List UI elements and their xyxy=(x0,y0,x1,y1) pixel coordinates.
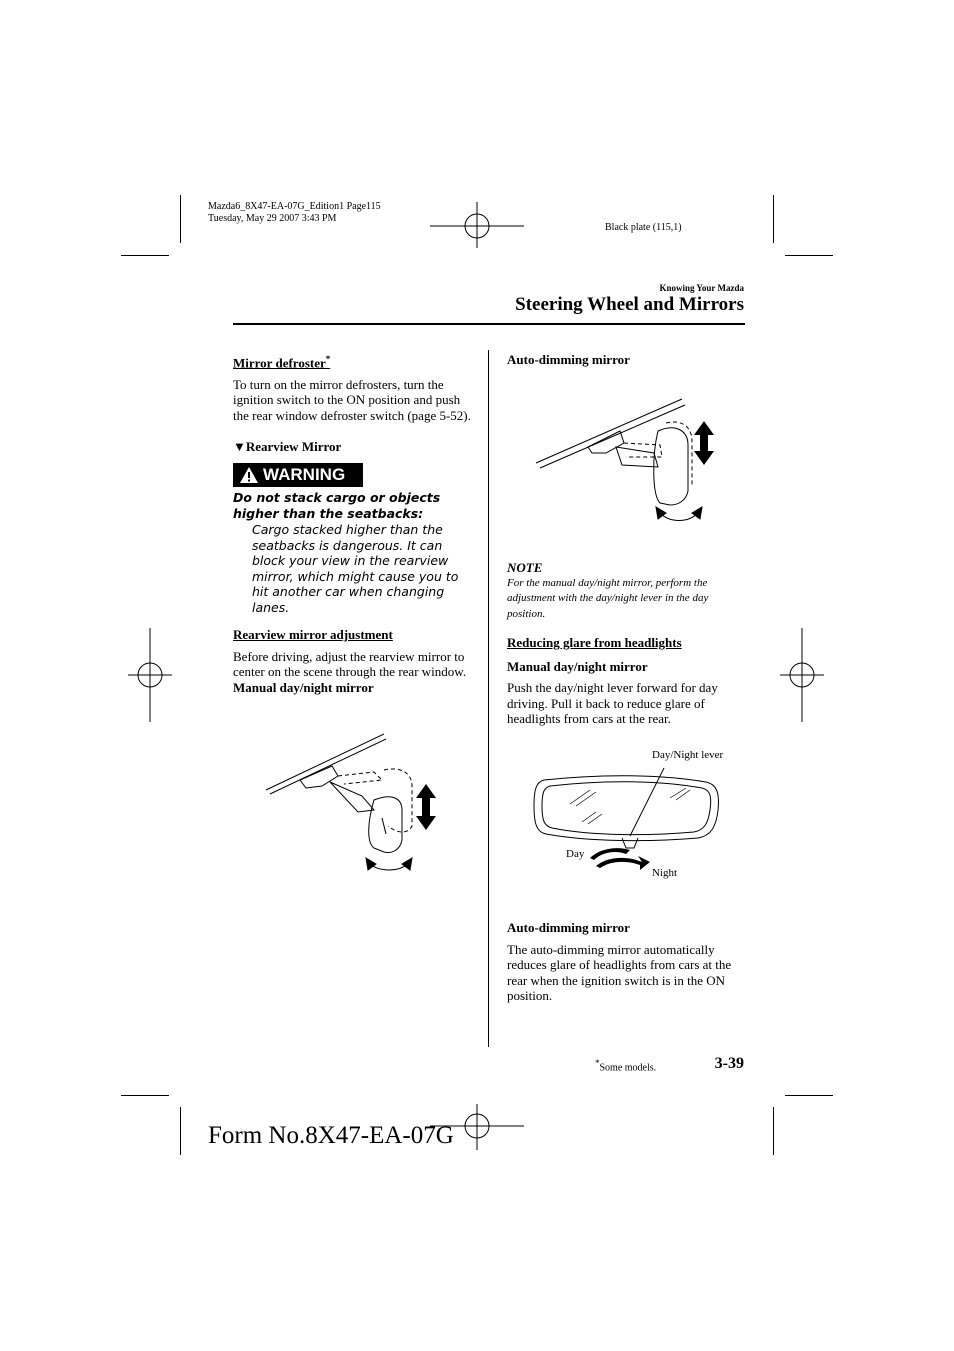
defroster-text: To turn on the mirror defrosters, turn the ignition switch to the ON position and push the rear window defroster switch (page 5-52). xyxy=(233,376,471,423)
fig-night-label: Night xyxy=(652,867,678,879)
header-rule xyxy=(233,323,745,325)
manual-text: Push the day/night lever forward for day driving. Pull it back to reduce glare of headlights from cars at the rear. xyxy=(507,680,718,726)
fig-day-label: Day xyxy=(566,848,585,860)
print-meta xyxy=(208,201,381,225)
warning-title: Do not stack cargo or objects higher than the seatbacks: xyxy=(233,490,441,522)
triangle-down-icon: ▼ xyxy=(233,439,246,455)
auto-heading-1: Auto-dimming mirror xyxy=(507,352,630,367)
warning-box xyxy=(233,463,363,487)
adjust-heading: Rearview mirror adjustment xyxy=(233,627,393,643)
footnote-marker: * xyxy=(595,1058,600,1068)
adjust-text: Before driving, adjust the rearview mirror to center on the scene through the rear window. xyxy=(233,648,467,680)
warning-body: Cargo stacked higher than the seatbacks is dangerous. It can block your view in the rearview mirror, which might cause you to hit another car when changing lanes. xyxy=(252,522,459,615)
form-number: Form No.8X47-EA-07G xyxy=(208,1122,454,1149)
day-night-lever-figure xyxy=(530,762,730,872)
page-title: Steering Wheel and Mirrors xyxy=(515,294,744,315)
date-line: Tuesday, May 29 2007 3:43 PM xyxy=(208,213,337,224)
left-column xyxy=(233,352,471,695)
rearview-heading: ▼Rearview Mirror xyxy=(233,439,342,455)
column-divider xyxy=(488,350,489,1047)
warning-label: WARNING xyxy=(263,465,346,485)
right-column-lower xyxy=(507,560,745,727)
note-title: NOTE xyxy=(507,560,543,575)
footnote: *Some models. xyxy=(595,1058,657,1074)
warning-banner xyxy=(233,463,471,488)
fig-lever-label: Day/Night lever xyxy=(652,749,724,761)
manual-mirror-figure xyxy=(262,730,452,880)
auto-dimming-figure xyxy=(532,395,722,545)
note-body: For the manual day/night mirror, perform the adjustment with the day/night lever in the day position. xyxy=(507,576,709,620)
section-label: Knowing Your Mazda xyxy=(659,283,744,293)
right-column xyxy=(507,352,745,368)
right-column-bottom xyxy=(507,920,745,1004)
manual-heading-left: Manual day/night mirror xyxy=(233,679,374,695)
defroster-heading: Mirror defroster* xyxy=(233,354,331,371)
auto-heading-2: Auto-dimming mirror xyxy=(507,920,630,935)
glare-heading: Reducing glare from headlights xyxy=(507,635,682,650)
plate-label: Black plate (115,1) xyxy=(605,222,682,233)
footnote-marker: * xyxy=(325,354,331,364)
manual-heading-right: Manual day/night mirror xyxy=(507,658,648,674)
file-line: Mazda6_8X47-EA-07G_Edition1 Page115 xyxy=(208,201,381,212)
auto-text: The auto-dimming mirror automatically reduces glare of headlights from cars at the rear when the ignition switch is in the ON position. xyxy=(507,941,732,1003)
warning-triangle-icon xyxy=(239,466,259,484)
page-number: 3-39 xyxy=(714,1055,744,1072)
